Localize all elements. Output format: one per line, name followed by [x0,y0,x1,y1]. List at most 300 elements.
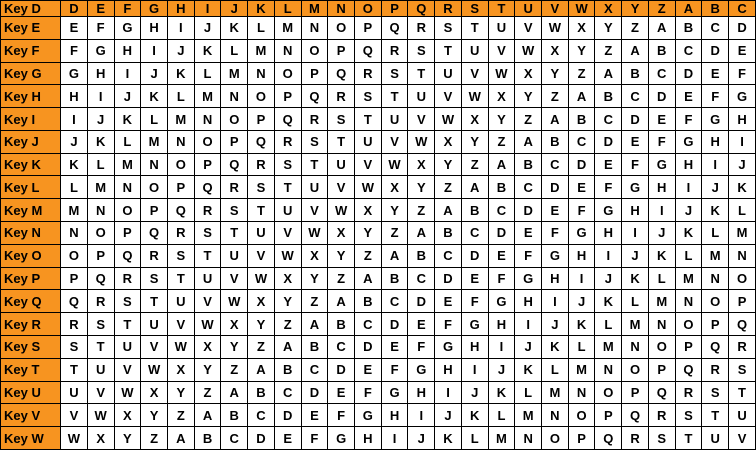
cipher-cell: O [194,130,221,153]
cipher-cell: U [461,39,488,62]
cipher-cell: S [274,153,301,176]
cipher-cell: R [675,381,702,404]
cipher-cell: V [488,39,515,62]
cipher-cell: Q [675,358,702,381]
column-header-d: D [61,1,88,17]
cipher-cell: N [141,153,168,176]
cipher-cell: S [354,85,381,108]
column-header-m: M [301,1,328,17]
cipher-cell: G [729,85,756,108]
table-row [1,290,756,313]
cipher-cell: O [141,176,168,199]
cipher-cell: W [141,358,168,381]
table-header [1,1,756,17]
cipher-cell: Q [648,381,675,404]
cipher-cell: F [354,381,381,404]
cipher-cell: E [328,381,355,404]
cipher-cell: G [622,176,649,199]
column-header-t: T [488,1,515,17]
table-row [1,267,756,290]
cipher-cell: V [167,313,194,336]
cipher-cell: B [301,335,328,358]
cipher-cell: R [648,404,675,427]
cipher-cell: H [729,108,756,131]
cipher-cell: O [542,427,569,450]
cipher-cell: V [408,108,435,131]
cipher-cell: W [274,244,301,267]
cipher-cell: V [141,335,168,358]
row-header: Key E [1,17,61,40]
column-header-q: Q [408,1,435,17]
cipher-cell: K [488,381,515,404]
cipher-cell: Q [274,108,301,131]
cipher-cell: S [141,267,168,290]
cipher-cell: M [61,199,88,222]
cipher-cell: P [301,62,328,85]
cipher-cell: O [274,62,301,85]
cipher-cell: A [354,267,381,290]
cipher-cell: E [61,17,88,40]
cipher-cell: L [221,39,248,62]
cipher-cell: T [702,404,729,427]
cipher-cell: A [568,85,595,108]
cipher-cell: C [568,130,595,153]
cipher-cell: W [381,153,408,176]
cipher-cell: X [381,176,408,199]
cipher-cell: U [248,222,275,245]
cipher-cell: T [114,313,141,336]
cipher-cell: I [568,267,595,290]
cipher-cell: G [515,267,542,290]
table-row [1,335,756,358]
cipher-cell: L [515,381,542,404]
cipher-cell: E [488,244,515,267]
cipher-cell: B [274,358,301,381]
cipher-cell: B [515,153,542,176]
column-header-k: K [248,1,275,17]
row-header: Key P [1,267,61,290]
cipher-cell: S [675,404,702,427]
column-header-w: W [568,1,595,17]
cipher-cell: Q [194,176,221,199]
cipher-cell: A [488,153,515,176]
cipher-cell: L [542,358,569,381]
cipher-cell: Q [381,17,408,40]
cipher-cell: Y [248,313,275,336]
cipher-cell: C [328,335,355,358]
cipher-cell: F [408,335,435,358]
cipher-cell: P [729,290,756,313]
cipher-cell: H [648,176,675,199]
cipher-cell: C [381,290,408,313]
cipher-cell: I [61,108,88,131]
cipher-cell: N [87,199,114,222]
cipher-cell: G [648,153,675,176]
cipher-cell: J [61,130,88,153]
cipher-cell: E [381,335,408,358]
cipher-cell: K [435,427,462,450]
column-header-y: Y [622,1,649,17]
table-row [1,17,756,40]
cipher-cell: X [167,358,194,381]
cipher-cell: Y [568,39,595,62]
cipher-cell: E [301,404,328,427]
cipher-cell: C [675,39,702,62]
cipher-cell: D [542,176,569,199]
cipher-cell: W [461,85,488,108]
cipher-cell: R [194,199,221,222]
cipher-cell: P [354,17,381,40]
row-header: Key U [1,381,61,404]
cipher-cell: X [274,267,301,290]
cipher-cell: W [354,176,381,199]
cipher-cell: F [702,85,729,108]
cipher-cell: K [729,176,756,199]
cipher-cell: E [542,199,569,222]
cipher-cell: A [648,17,675,40]
cipher-cell: V [301,199,328,222]
cipher-cell: W [114,381,141,404]
cipher-cell: E [622,130,649,153]
cipher-cell: K [194,39,221,62]
cipher-cell: O [568,404,595,427]
cipher-cell: U [87,358,114,381]
cipher-cell: S [248,176,275,199]
cipher-cell: A [248,358,275,381]
cipher-cell: I [461,358,488,381]
cipher-cell: C [274,381,301,404]
cipher-cell: Y [542,62,569,85]
cipher-cell: T [354,108,381,131]
column-header-z: Z [648,1,675,17]
cipher-cell: N [702,267,729,290]
cipher-cell: P [194,153,221,176]
cipher-cell: F [568,199,595,222]
table-row [1,358,756,381]
cipher-cell: D [274,404,301,427]
cipher-cell: B [568,108,595,131]
cipher-cell: V [61,404,88,427]
cipher-cell: C [622,85,649,108]
table-row [1,313,756,336]
cipher-cell: B [622,62,649,85]
cipher-cell: J [194,17,221,40]
cipher-cell: I [648,199,675,222]
cipher-cell: Y [274,290,301,313]
cipher-cell: A [167,427,194,450]
cipher-cell: W [408,130,435,153]
cipher-cell: H [542,267,569,290]
cipher-cell: B [381,267,408,290]
cipher-cell: I [675,176,702,199]
cipher-cell: C [488,199,515,222]
cipher-cell: D [648,85,675,108]
cipher-cell: I [435,381,462,404]
cipher-cell: N [274,39,301,62]
cipher-cell: F [328,404,355,427]
cipher-cell: R [301,108,328,131]
cipher-cell: B [435,222,462,245]
table-row [1,85,756,108]
cipher-cell: P [595,404,622,427]
cipher-cell: X [141,381,168,404]
cipher-cell: K [87,130,114,153]
table-row [1,176,756,199]
cipher-cell: G [435,335,462,358]
row-header: Key O [1,244,61,267]
cipher-cell: P [61,267,88,290]
cipher-cell: J [488,358,515,381]
cipher-cell: D [488,222,515,245]
cipher-cell: H [141,17,168,40]
cipher-cell: O [301,39,328,62]
cipher-cell: D [515,199,542,222]
cipher-cell: L [702,222,729,245]
cipher-cell: C [648,62,675,85]
cipher-cell: X [568,17,595,40]
cipher-cell: B [648,39,675,62]
cipher-cell: R [221,176,248,199]
cipher-cell: Z [221,358,248,381]
cipher-cell: Q [622,404,649,427]
cipher-cell: Z [461,153,488,176]
row-header: Key J [1,130,61,153]
cipher-cell: B [542,130,569,153]
cipher-cell: G [702,108,729,131]
cipher-cell: G [461,313,488,336]
cipher-cell: T [194,244,221,267]
cipher-cell: D [702,39,729,62]
cipher-cell: W [167,335,194,358]
cipher-cell: M [568,358,595,381]
cipher-cell: N [221,85,248,108]
cipher-cell: N [542,404,569,427]
cipher-cell: O [595,381,622,404]
cipher-cell: Y [114,427,141,450]
cipher-cell: B [595,85,622,108]
cipher-cell: N [114,176,141,199]
cipher-cell: G [408,358,435,381]
cipher-cell: X [328,222,355,245]
table-row [1,108,756,131]
cipher-cell: O [87,222,114,245]
row-header: Key M [1,199,61,222]
cipher-cell: Q [167,199,194,222]
cipher-cell: H [435,358,462,381]
cipher-cell: L [568,335,595,358]
cipher-cell: P [568,427,595,450]
cipher-cell: P [221,130,248,153]
column-header-u: U [515,1,542,17]
cipher-cell: S [194,222,221,245]
cipher-cell: E [568,176,595,199]
cipher-cell: M [488,427,515,450]
cipher-cell: N [595,358,622,381]
cipher-cell: W [87,404,114,427]
column-header-g: G [141,1,168,17]
cipher-cell: X [435,130,462,153]
cipher-cell: X [87,427,114,450]
cipher-cell: G [542,244,569,267]
cipher-cell: B [461,199,488,222]
cipher-cell: S [408,39,435,62]
cipher-cell: S [167,244,194,267]
column-header-v: V [542,1,569,17]
cipher-cell: D [729,17,756,40]
cipher-cell: Q [114,244,141,267]
table-row [1,62,756,85]
cipher-cell: E [702,62,729,85]
cipher-cell: M [114,153,141,176]
cipher-cell: T [675,427,702,450]
cipher-cell: I [167,17,194,40]
cipher-cell: A [301,313,328,336]
cipher-cell: B [194,427,221,450]
cipher-cell: Y [194,358,221,381]
cipher-cell: R [622,427,649,450]
cipher-cell: C [542,153,569,176]
cipher-cell: D [435,267,462,290]
column-header-c: C [729,1,756,17]
cipher-cell: V [221,267,248,290]
cipher-cell: O [702,290,729,313]
cipher-cell: G [675,130,702,153]
cipher-cell: U [274,199,301,222]
cipher-cell: Z [435,176,462,199]
column-header-l: L [274,1,301,17]
cipher-cell: Q [221,153,248,176]
table-row [1,381,756,404]
cipher-cell: S [729,358,756,381]
cipher-cell: X [301,244,328,267]
cipher-cell: C [435,244,462,267]
cipher-cell: S [87,313,114,336]
cipher-cell: Q [729,313,756,336]
cipher-cell: G [114,17,141,40]
cipher-cell: O [248,85,275,108]
cipher-cell: M [248,39,275,62]
cipher-cell: Z [595,39,622,62]
cipher-cell: T [461,17,488,40]
cipher-cell: G [87,39,114,62]
cipher-cell: F [622,153,649,176]
cipher-cell: P [622,381,649,404]
cipher-cell: O [675,313,702,336]
cipher-cell: R [328,85,355,108]
cipher-cell: M [515,404,542,427]
row-header: Key R [1,313,61,336]
cipher-cell: R [167,222,194,245]
cipher-cell: S [301,130,328,153]
cipher-cell: J [167,39,194,62]
row-header: Key I [1,108,61,131]
cipher-cell: T [61,358,88,381]
cipher-cell: D [568,153,595,176]
cipher-cell: S [381,62,408,85]
cipher-cell: V [274,222,301,245]
cipher-cell: Q [595,427,622,450]
cipher-cell: J [702,176,729,199]
cipher-cell: N [675,290,702,313]
table-row [1,404,756,427]
cipher-cell: D [675,62,702,85]
cipher-cell: C [301,358,328,381]
row-header: Key N [1,222,61,245]
cipher-cell: H [354,427,381,450]
cipher-cell: Y [515,85,542,108]
cipher-cell: N [301,17,328,40]
table-row [1,244,756,267]
cipher-cell: W [248,267,275,290]
cipher-cell: U [729,404,756,427]
row-header: Key T [1,358,61,381]
row-header: Key K [1,153,61,176]
cipher-cell: D [381,313,408,336]
cipher-cell: S [702,381,729,404]
cipher-cell: F [675,108,702,131]
cipher-cell: J [542,313,569,336]
cipher-cell: D [622,108,649,131]
header-row [1,1,756,17]
cipher-cell: L [729,199,756,222]
cipher-cell: Z [354,244,381,267]
cipher-cell: G [568,222,595,245]
table-row [1,427,756,450]
cipher-cell: L [61,176,88,199]
cipher-cell: Q [328,62,355,85]
cipher-cell: N [248,62,275,85]
cipher-cell: M [194,85,221,108]
cipher-cell: P [114,222,141,245]
cipher-cell: A [515,130,542,153]
cipher-cell: R [248,153,275,176]
table-row [1,39,756,62]
cipher-cell: I [141,39,168,62]
cipher-cell: T [221,222,248,245]
cipher-cell: B [328,313,355,336]
cipher-cell: P [274,85,301,108]
cipher-cell: V [248,244,275,267]
column-header-e: E [87,1,114,17]
cipher-cell: V [461,62,488,85]
cipher-cell: T [87,335,114,358]
cipher-cell: J [87,108,114,131]
cipher-cell: F [461,290,488,313]
cipher-cell: I [622,222,649,245]
row-header: Key V [1,404,61,427]
cipher-cell: B [221,404,248,427]
cipher-cell: H [87,62,114,85]
cipher-cell: Z [515,108,542,131]
cipher-cell: Y [435,153,462,176]
cipher-cell: X [515,62,542,85]
cipher-cell: Y [488,108,515,131]
column-header-s: S [461,1,488,17]
cipher-cell: Z [167,404,194,427]
cipher-cell: Y [167,381,194,404]
cipher-cell: K [461,404,488,427]
table-row [1,222,756,245]
cipher-cell: O [221,108,248,131]
cipher-cell: F [488,267,515,290]
cipher-cell: I [729,130,756,153]
cipher-cell: W [61,427,88,450]
cipher-cell: Y [141,404,168,427]
cipher-cell: T [167,267,194,290]
cipher-cell: A [274,335,301,358]
cipher-cell: H [568,244,595,267]
cipher-cell: I [515,313,542,336]
